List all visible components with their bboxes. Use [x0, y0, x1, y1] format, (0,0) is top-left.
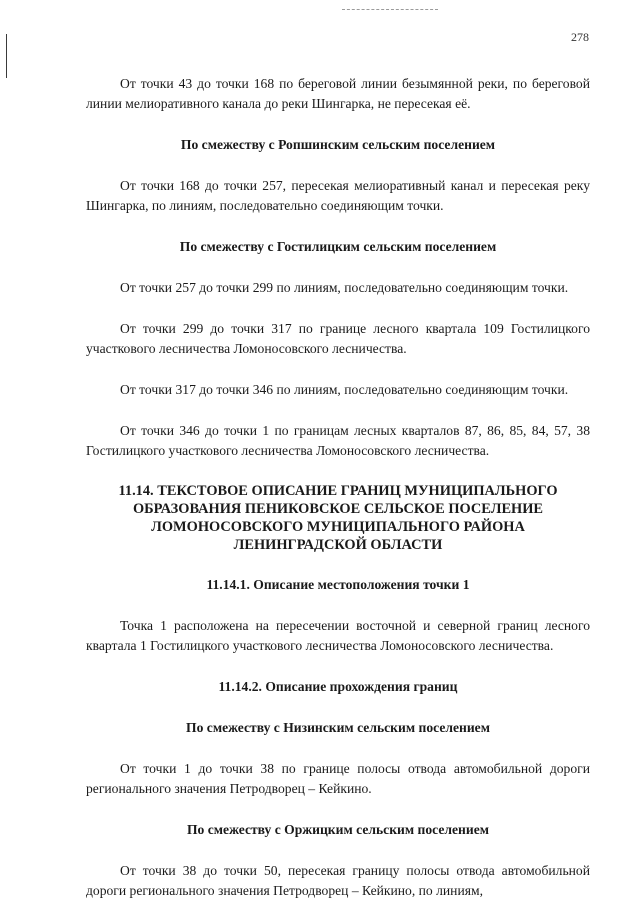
- subheading: По смежеству с Гостилицким сельским поселением: [179, 239, 497, 254]
- paragraph: От точки 1 до точки 38 по границе полосы отвода автомобильной дороги регионального значения Петродворец – Кейкино.: [86, 761, 590, 796]
- paragraph: От точки 168 до точки 257, пересекая мелиоративный канал и пересекая реку Шингарка, по линиям, последовательно соединяющим точки.: [86, 178, 590, 213]
- paragraph: Точка 1 расположена на пересечении восточной и северной границ лесного квартала 1 Гостилицкого участкового лесничества Ломоносовского лесничества.: [86, 618, 590, 653]
- paragraph: От точки 346 до точки 1 по границам лесных кварталов 87, 86, 85, 84, 57, 38 Гостилицкого участкового лесничества Ломоносовского лесничества.: [86, 423, 590, 458]
- paragraph: От точки 317 до точки 346 по линиям, последовательно соединяющим точки.: [120, 382, 569, 397]
- scan-edge-mark: [6, 34, 7, 78]
- scan-top-dash: [342, 9, 438, 11]
- subheading: По смежеству с Оржицким сельским поселением: [186, 822, 490, 837]
- subheading: По смежеству с Низинским сельским поселением: [186, 720, 490, 735]
- subheading: 11.14.1. Описание местоположения точки 1: [206, 577, 470, 592]
- paragraph: От точки 299 до точки 317 по границе лесного квартала 109 Гостилицкого участкового лесничества Ломоносовского лесничества.: [86, 321, 590, 356]
- subheading: 11.14.2. Описание прохождения границ: [218, 679, 458, 694]
- section-heading: 11.14. ТЕКСТОВОЕ ОПИСАНИЕ ГРАНИЦ МУНИЦИПАЛЬНОГО ОБРАЗОВАНИЯ ПЕНИКОВСКОЕ СЕЛЬСКОЕ ПОСЕЛЕНИЕ ЛОМОНОСОВСКОГО МУНИЦИПАЛЬНОГО РАЙОНА ЛЕНИНГРАДСКОЙ ОБЛАСТИ: [118, 483, 558, 553]
- subheading: По смежеству с Ропшинским сельским поселением: [180, 137, 496, 152]
- paragraph: От точки 38 до точки 50, пересекая границу полосы отвода автомобильной дороги регионального значения Петродворец – Кейкино, по линиям,: [86, 863, 590, 898]
- page-number: 278: [571, 30, 589, 44]
- paragraph: От точки 257 до точки 299 по линиям, последовательно соединяющим точки.: [120, 280, 569, 295]
- document-body: [86, 74, 590, 901]
- paragraph: От точки 43 до точки 168 по береговой линии безымянной реки, по береговой линии мелиоративного канала до реки Шингарка, не пересекая её.: [86, 76, 590, 111]
